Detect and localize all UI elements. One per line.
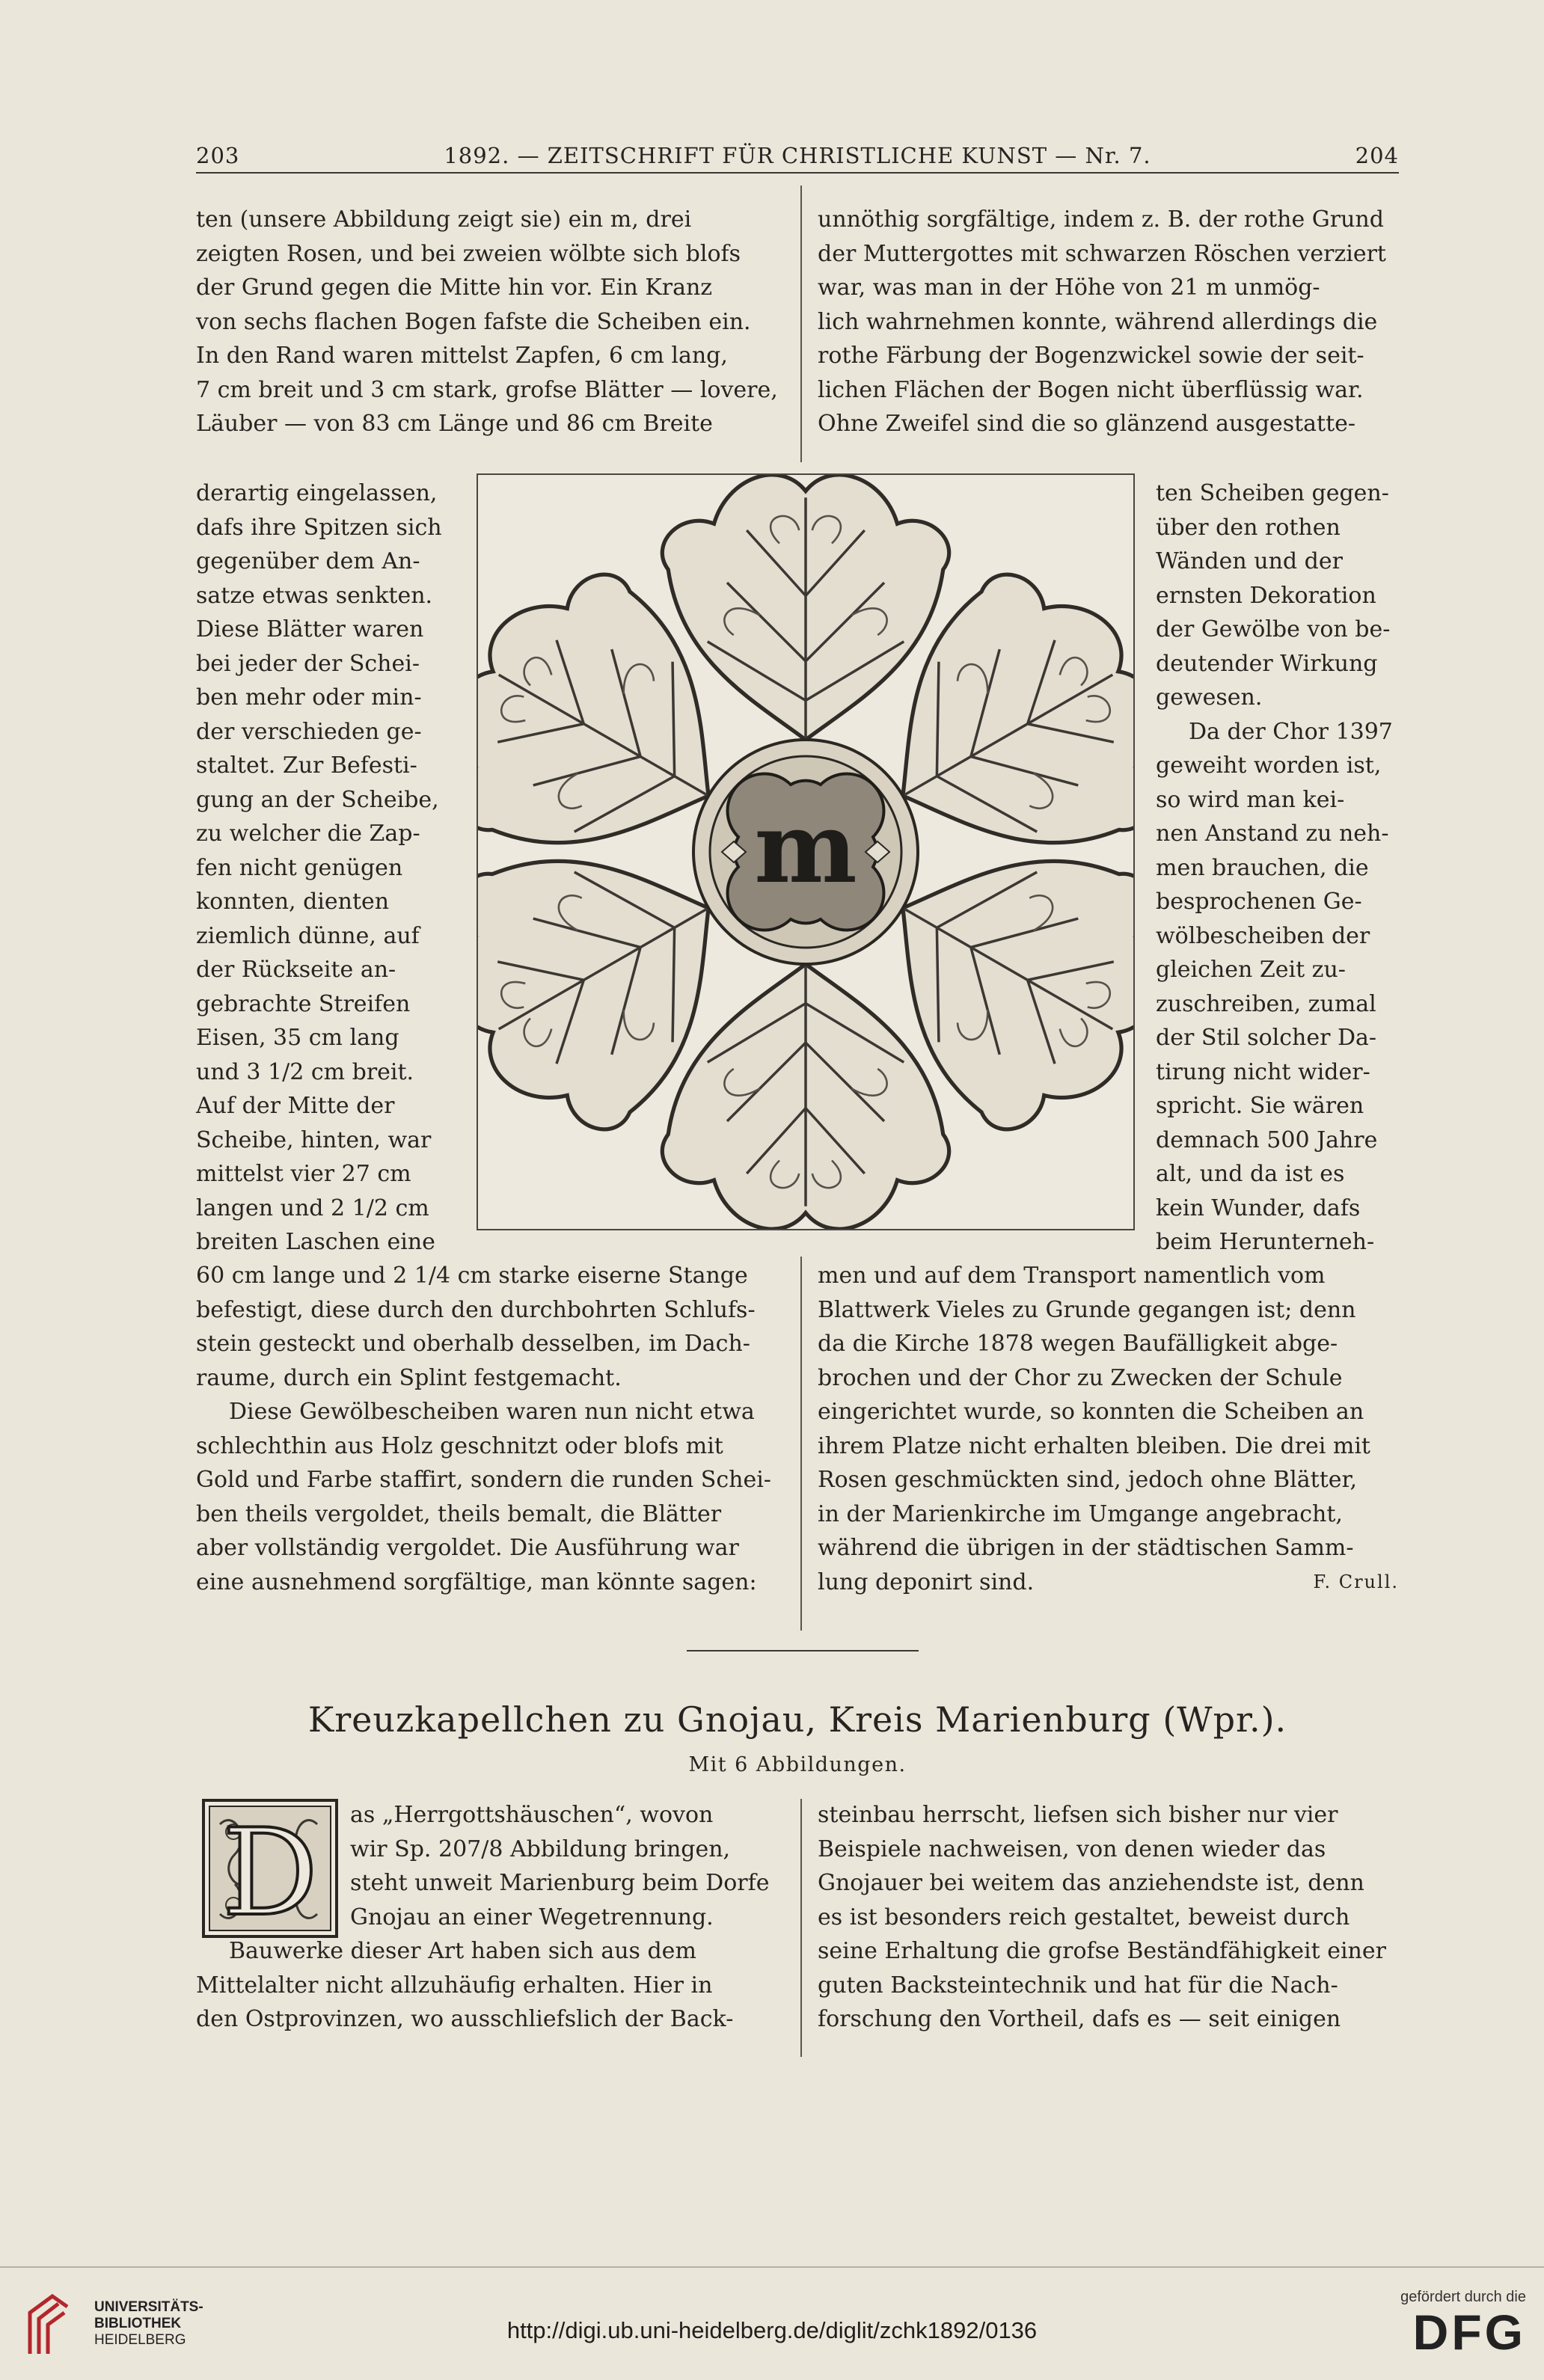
text-line: guten Backsteintechnik und hat für die Nach- — [818, 1972, 1338, 1999]
article-left-intro — [350, 1798, 783, 1934]
text-line: Auf der Mitte der — [196, 1093, 395, 1119]
text-line: derartig eingelassen, — [196, 480, 438, 506]
text-line: gegenüber dem An- — [196, 548, 420, 574]
institution-line: UNIVERSITÄTS- — [94, 2299, 203, 2315]
text-line: während die übrigen in der städtischen Samm- — [818, 1535, 1354, 1561]
text-line: unnöthig sorgfältige, indem z. B. der rothe Grund — [818, 206, 1384, 233]
text-line: men und auf dem Transport namentlich vom — [818, 1263, 1326, 1289]
funder-caption: gefördert durch die — [1400, 2289, 1526, 2305]
text-line: men brauchen, die — [1156, 854, 1369, 881]
footer-divider — [0, 2266, 1544, 2268]
text-line: steht unweit Marienburg beim Dorfe — [350, 1870, 770, 1896]
text-line: zeigten Rosen, und bei zweien wölbte sich blofs — [196, 240, 741, 267]
text-line: ben theils vergoldet, theils bemalt, die Blätter — [196, 1500, 722, 1527]
text-line: der Gewölbe von be- — [1156, 616, 1391, 642]
text-line: Da der Chor 1397 — [1189, 718, 1393, 745]
final-line: lung deponirt sind. — [818, 1568, 1035, 1595]
text-line: seine Erhaltung die grofse Beständfähigkeit einer — [818, 1938, 1386, 1964]
digitization-url[interactable] — [0, 2317, 1544, 2344]
author-signature: F. Crull. — [1313, 1571, 1399, 1592]
text-line: as „Herrgottshäuschen“, wovon — [350, 1802, 714, 1828]
text-line: ihrem Platze nicht erhalten bleiben. Die drei mit — [818, 1432, 1370, 1459]
initial-letter: D — [221, 1803, 319, 1935]
text-line: so wird man kei- — [1156, 786, 1345, 813]
article-left-column — [196, 1934, 783, 2037]
text-line: lich wahrnehmen konnte, während allerdings die — [818, 308, 1378, 335]
text-line: war, was man in der Höhe von 21 m unmög- — [818, 275, 1320, 301]
text-line: gewesen. — [1156, 684, 1263, 711]
text-line: Ohne Zweifel sind die so glänzend ausgestatte- — [818, 411, 1356, 437]
text-line: Diese Blätter waren — [196, 616, 424, 642]
text-line: der Grund gegen die Mitte hin vor. Ein Kranz — [196, 275, 713, 301]
article-subtitle: Mit 6 Abbildungen. — [688, 1753, 907, 1776]
journal-title: 1892. — ZEITSCHRIFT FÜR CHRISTLICHE KUNST — Nr. 7. — [444, 143, 1151, 168]
text-line: In den Rand waren mittelst Zapfen, 6 cm lang, — [196, 343, 728, 369]
text-line: ziemlich dünne, auf — [196, 922, 420, 949]
text-line: Bauwerke dieser Art haben sich aus dem — [229, 1938, 696, 1964]
column-rule-upper — [800, 185, 802, 462]
rosette-drawing — [478, 475, 1133, 1229]
text-line: zu welcher die Zap- — [196, 821, 420, 847]
text-line: über den rothen — [1156, 514, 1341, 541]
article-title: Kreuzkapellchen zu Gnojau, Kreis Marienburg (Wpr.). — [307, 1699, 1287, 1740]
url-link[interactable]: http://digi.ub.uni-heidelberg.de/diglit/zchk1892/0136 — [506, 2317, 1038, 2343]
text-line: ernsten Dekoration — [1156, 582, 1376, 609]
text-line: spricht. Sie wären — [1156, 1093, 1364, 1119]
upper-right-column — [818, 203, 1399, 441]
text-line: bei jeder der Schei- — [196, 650, 420, 677]
text-line: der verschieden ge- — [196, 718, 422, 745]
text-line: befestigt, diese durch den durchbohrten Schlufs- — [196, 1296, 756, 1323]
text-line: schlechthin aus Holz geschnitzt oder blofs mit — [196, 1432, 723, 1459]
text-line: gung an der Scheibe, — [196, 786, 439, 813]
text-line: dafs ihre Spitzen sich — [196, 514, 442, 541]
text-line: gebrachte Streifen — [196, 990, 411, 1017]
text-line: da die Kirche 1878 wegen Baufälligkeit abge- — [818, 1331, 1338, 1357]
text-line: konnten, dienten — [196, 889, 390, 915]
text-line: besprochenen Ge- — [1156, 889, 1362, 915]
text-line: Blattwerk Vieles zu Grunde gegangen ist; denn — [818, 1296, 1356, 1323]
text-line: ten Scheiben gegen- — [1156, 480, 1389, 506]
text-line: der Muttergottes mit schwarzen Röschen verziert — [818, 240, 1386, 267]
text-line: steinbau herrscht, liefsen sich bisher nur vier — [818, 1802, 1338, 1828]
text-line: kein Wunder, dafs — [1156, 1194, 1361, 1221]
funder-logo — [1354, 2289, 1526, 2371]
text-line: ten (unsere Abbildung zeigt sie) ein m, drei — [196, 206, 692, 233]
text-line: Beispiele nachweisen, von denen wieder das — [818, 1835, 1326, 1862]
text-line: aber vollständig vergoldet. Die Ausführung war — [196, 1535, 739, 1561]
text-line: eingerichtet wurde, so konnten die Scheiben an — [818, 1399, 1364, 1425]
text-line: breiten Laschen eine — [196, 1229, 435, 1255]
text-line: den Ostprovinzen, wo ausschliefslich der Back- — [196, 2006, 734, 2032]
text-line: Gnojau an einer Wegetrennung. — [350, 1904, 714, 1930]
text-line: forschung den Vortheil, dafs es — seit einigen — [818, 2006, 1341, 2032]
left-page-number: 203 — [196, 143, 240, 168]
text-line: demnach 500 Jahre — [1156, 1126, 1378, 1153]
text-line: wir Sp. 207/8 Abbildung bringen, — [350, 1835, 731, 1862]
text-line: Wänden und der — [1156, 548, 1343, 574]
narrow-left-column — [196, 476, 443, 1260]
initial-ornament — [205, 1802, 335, 1935]
text-line: eine ausnehmend sorgfältige, man könnte sagen: — [196, 1568, 757, 1595]
lower-right-column — [818, 1259, 1399, 1599]
lower-left-column — [196, 1259, 783, 1599]
text-line: 7 cm breit und 3 cm stark, grofse Blätter — lovere, — [196, 376, 778, 403]
text-line: lichen Flächen der Bogen nicht überflüssig war. — [818, 376, 1364, 403]
article-right-column — [818, 1798, 1399, 2037]
decorated-initial — [202, 1799, 338, 1938]
text-line: tirung nicht wider- — [1156, 1058, 1370, 1085]
text-line: Diese Gewölbescheiben waren nun nicht etwa — [229, 1399, 755, 1425]
text-line: ben mehr oder min- — [196, 684, 422, 711]
center-monogram: m — [754, 791, 857, 905]
text-line: und 3 1/2 cm breit. — [196, 1058, 414, 1085]
text-line: fen nicht genügen — [196, 854, 403, 881]
running-head — [196, 139, 1399, 174]
text-line: der Stil solcher Da- — [1156, 1025, 1377, 1051]
text-line: geweiht worden ist, — [1156, 752, 1382, 779]
institution-line: HEIDELBERG — [94, 2332, 186, 2348]
institution-line: BIBLIOTHEK — [94, 2316, 182, 2331]
text-line: brochen und der Chor zu Zwecken der Schule — [818, 1364, 1343, 1391]
funder-mark: DFG — [1412, 2304, 1526, 2360]
text-line: stein gesteckt und oberhalb desselben, im Dach- — [196, 1331, 750, 1357]
text-line: zuschreiben, zumal — [1156, 990, 1376, 1017]
text-line: gleichen Zeit zu- — [1156, 957, 1346, 983]
text-line: langen und 2 1/2 cm — [196, 1194, 429, 1221]
text-line: Läuber — von 83 cm Länge und 86 cm Breite — [196, 411, 713, 437]
text-line: in der Marienkirche im Umgange angebracht, — [818, 1500, 1343, 1527]
text-line: alt, und da ist es — [1156, 1161, 1345, 1187]
text-line: deutender Wirkung — [1156, 650, 1378, 677]
text-line: satze etwas senkten. — [196, 582, 433, 609]
text-line: Mittelalter nicht allzuhäufig erhalten. Hier in — [196, 1972, 713, 1999]
text-line: Eisen, 35 cm lang — [196, 1025, 399, 1051]
text-line: nen Anstand zu neh- — [1156, 821, 1389, 847]
text-line: der Rückseite an- — [196, 957, 396, 983]
text-line: es ist besonders reich gestaltet, beweist durch — [818, 1904, 1350, 1930]
text-line: 60 cm lange und 2 1/4 cm starke eiserne Stange — [196, 1263, 748, 1289]
column-rule-article — [800, 1799, 802, 2057]
text-line: beim Herunterneh- — [1156, 1229, 1375, 1255]
upper-left-column — [196, 203, 783, 441]
section-divider — [687, 1650, 919, 1651]
text-line: Gold und Farbe staffirt, sondern die runden Schei- — [196, 1467, 771, 1493]
column-rule-lower — [800, 1257, 802, 1631]
text-line: rothe Färbung der Bogenzwickel sowie der seit- — [818, 343, 1364, 369]
text-line: raume, durch ein Splint festgemacht. — [196, 1364, 622, 1391]
text-line: Scheibe, hinten, war — [196, 1126, 432, 1153]
text-line: von sechs flachen Bogen fafste die Scheiben ein. — [196, 308, 751, 335]
text-line: Gnojauer bei weitem das anziehendste ist, denn — [818, 1870, 1364, 1896]
text-line: wölbescheiben der — [1156, 922, 1370, 949]
text-line: Rosen geschmückten sind, jedoch ohne Blätter, — [818, 1467, 1358, 1493]
right-page-number: 204 — [1355, 143, 1399, 168]
rosette-illustration — [477, 473, 1135, 1230]
narrow-right-column — [1156, 476, 1399, 1260]
text-line: staltet. Zur Befesti- — [196, 752, 417, 779]
text-line: mittelst vier 27 cm — [196, 1161, 411, 1187]
text-line — [818, 1565, 1399, 1600]
